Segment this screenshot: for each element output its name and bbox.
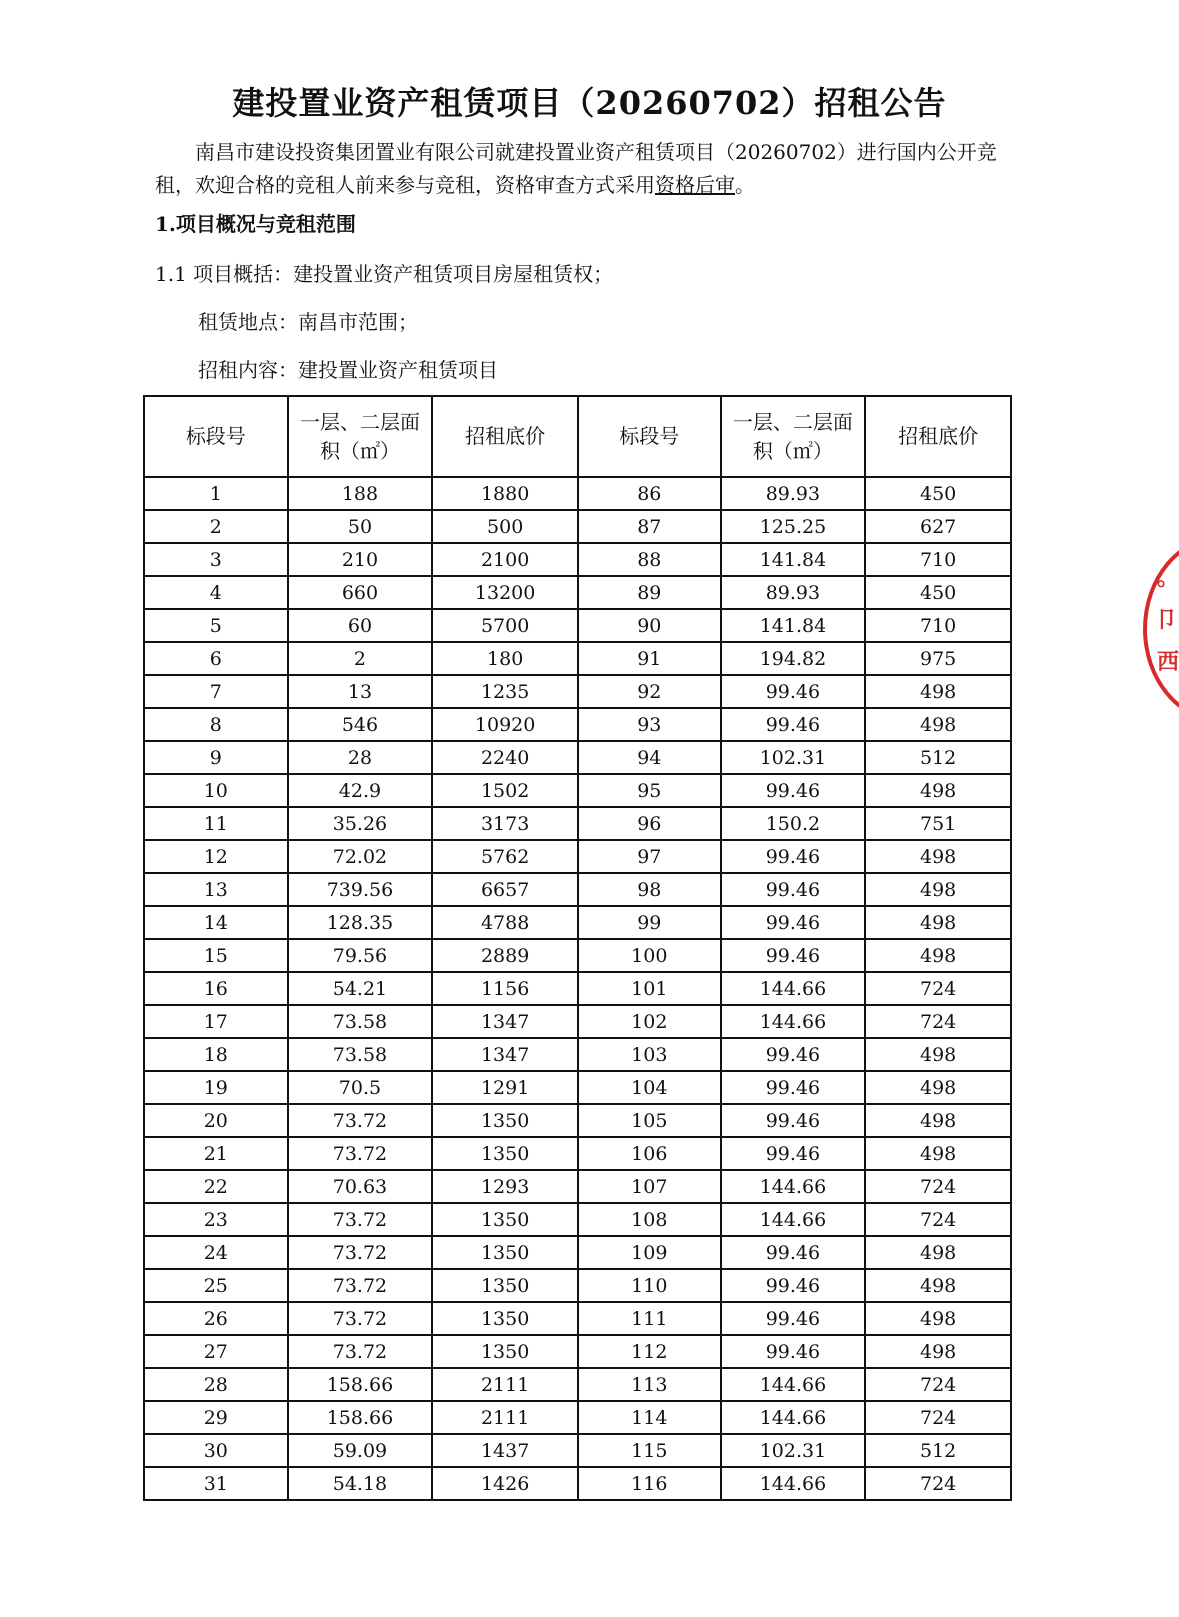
- table-cell: 498: [865, 1137, 1011, 1170]
- table-cell: 13: [144, 873, 288, 906]
- table-cell: 12: [144, 840, 288, 873]
- table-cell: 102.31: [721, 741, 866, 774]
- table-cell: 7: [144, 675, 288, 708]
- table-cell: 739.56: [288, 873, 433, 906]
- table-cell: 141.84: [721, 543, 866, 576]
- table-cell: 498: [865, 1071, 1011, 1104]
- column-header: [288, 396, 433, 477]
- table-cell: 144.66: [721, 1368, 866, 1401]
- table-cell: 6657: [432, 873, 578, 906]
- table-cell: 107: [578, 1170, 721, 1203]
- table-cell: 4: [144, 576, 288, 609]
- table-cell: 101: [578, 972, 721, 1005]
- table-cell: 1502: [432, 774, 578, 807]
- table-cell: 13: [288, 675, 433, 708]
- table-cell: 22: [144, 1170, 288, 1203]
- table-cell: 98: [578, 873, 721, 906]
- table-row: [144, 1335, 1011, 1368]
- table-cell: 97: [578, 840, 721, 873]
- table-row: [144, 741, 1011, 774]
- table-cell: 498: [865, 906, 1011, 939]
- table-cell: 99.46: [721, 708, 866, 741]
- table-cell: 498: [865, 1302, 1011, 1335]
- table-cell: 2111: [432, 1401, 578, 1434]
- table-cell: 144.66: [721, 1170, 866, 1203]
- table-cell: 99.46: [721, 675, 866, 708]
- table-row: [144, 609, 1011, 642]
- table-cell: 99.46: [721, 906, 866, 939]
- table-cell: 99.46: [721, 1071, 866, 1104]
- table-cell: 512: [865, 741, 1011, 774]
- table-row: [144, 576, 1011, 609]
- table-cell: 27: [144, 1335, 288, 1368]
- table-row: [144, 510, 1011, 543]
- seal-glyph: 卩: [1155, 607, 1178, 633]
- table-row: [144, 939, 1011, 972]
- table-cell: 2240: [432, 741, 578, 774]
- table-cell: 150.2: [721, 807, 866, 840]
- table-cell: 1: [144, 477, 288, 510]
- table-cell: 1350: [432, 1104, 578, 1137]
- table-cell: 99.46: [721, 1335, 866, 1368]
- table-cell: 99.46: [721, 774, 866, 807]
- table-cell: 4788: [432, 906, 578, 939]
- table-cell: 141.84: [721, 609, 866, 642]
- bid-section-table: [143, 395, 1012, 1501]
- table-cell: 88: [578, 543, 721, 576]
- table-row: [144, 675, 1011, 708]
- column-header: [865, 396, 1011, 477]
- project-summary: 1.1 项目概括：建投置业资产租赁项目房屋租赁权；: [155, 262, 614, 286]
- table-cell: 112: [578, 1335, 721, 1368]
- table-cell: 128.35: [288, 906, 433, 939]
- table-cell: 99.46: [721, 1302, 866, 1335]
- table-cell: 512: [865, 1434, 1011, 1467]
- table-cell: 5700: [432, 609, 578, 642]
- table-header-row: [144, 396, 1011, 477]
- column-header-line: 标段号: [185, 424, 246, 448]
- column-header-line: 标段号: [619, 424, 680, 448]
- table-row: [144, 1302, 1011, 1335]
- table-cell: 73.72: [288, 1104, 433, 1137]
- table-cell: 54.21: [288, 972, 433, 1005]
- table-row: [144, 642, 1011, 675]
- table-row: [144, 774, 1011, 807]
- table-cell: 144.66: [721, 1467, 866, 1500]
- table-row: [144, 1104, 1011, 1137]
- table-cell: 180: [432, 642, 578, 675]
- table-cell: 99.46: [721, 1104, 866, 1137]
- table-cell: 24: [144, 1236, 288, 1269]
- table-cell: 105: [578, 1104, 721, 1137]
- table-cell: 99.46: [721, 939, 866, 972]
- column-header: [721, 396, 866, 477]
- table-cell: 110: [578, 1269, 721, 1302]
- table-row: [144, 1368, 1011, 1401]
- table-cell: 70.63: [288, 1170, 433, 1203]
- table-cell: 106: [578, 1137, 721, 1170]
- table-cell: 23: [144, 1203, 288, 1236]
- table-cell: 60: [288, 609, 433, 642]
- table-cell: 103: [578, 1038, 721, 1071]
- table-cell: 28: [288, 741, 433, 774]
- table-cell: 21: [144, 1137, 288, 1170]
- table-cell: 73.58: [288, 1005, 433, 1038]
- table-cell: 26: [144, 1302, 288, 1335]
- table-cell: 42.9: [288, 774, 433, 807]
- document-title: 建投置业资产租赁项目（20260702）招租公告: [232, 84, 947, 122]
- seal-glyph: 西: [1157, 649, 1179, 675]
- table-cell: 111: [578, 1302, 721, 1335]
- table-cell: 109: [578, 1236, 721, 1269]
- table-cell: 89.93: [721, 477, 866, 510]
- intro-paragraph: [155, 136, 1015, 202]
- column-header-line: 招租底价: [465, 424, 546, 448]
- table-cell: 498: [865, 774, 1011, 807]
- lease-content: 招租内容：建投置业资产租赁项目: [198, 358, 498, 382]
- table-row: [144, 1401, 1011, 1434]
- table-cell: 35.26: [288, 807, 433, 840]
- table-cell: 91: [578, 642, 721, 675]
- table-cell: 89: [578, 576, 721, 609]
- column-header-line: 积（㎡）: [752, 438, 833, 463]
- table-cell: 99.46: [721, 873, 866, 906]
- column-header-line: 一层、二层面: [299, 409, 420, 434]
- table-cell: 498: [865, 939, 1011, 972]
- table-cell: 144.66: [721, 1401, 866, 1434]
- table-cell: 116: [578, 1467, 721, 1500]
- table-cell: 498: [865, 1236, 1011, 1269]
- table-row: [144, 1005, 1011, 1038]
- table-row: [144, 1071, 1011, 1104]
- table-cell: 54.18: [288, 1467, 433, 1500]
- table-cell: 194.82: [721, 642, 866, 675]
- table-cell: 1350: [432, 1269, 578, 1302]
- column-header: [144, 396, 288, 477]
- table-row: [144, 1038, 1011, 1071]
- table-cell: 29: [144, 1401, 288, 1434]
- table-cell: 73.72: [288, 1137, 433, 1170]
- table-cell: 627: [865, 510, 1011, 543]
- company-seal: [1143, 535, 1179, 723]
- table-cell: 975: [865, 642, 1011, 675]
- table-cell: 1350: [432, 1137, 578, 1170]
- table-cell: 10: [144, 774, 288, 807]
- table-cell: 99.46: [721, 1269, 866, 1302]
- table-cell: 93: [578, 708, 721, 741]
- table-cell: 158.66: [288, 1401, 433, 1434]
- table-row: [144, 708, 1011, 741]
- table-cell: 1350: [432, 1302, 578, 1335]
- table-cell: 96: [578, 807, 721, 840]
- table-cell: 8: [144, 708, 288, 741]
- table-cell: 99.46: [721, 1137, 866, 1170]
- column-header: [432, 396, 578, 477]
- intro-end: 。: [735, 173, 755, 197]
- table-cell: 11: [144, 807, 288, 840]
- table-cell: 99.46: [721, 1038, 866, 1071]
- table-cell: 95: [578, 774, 721, 807]
- table-cell: 125.25: [721, 510, 866, 543]
- table-cell: 724: [865, 1005, 1011, 1038]
- table-cell: 188: [288, 477, 433, 510]
- table-cell: 498: [865, 708, 1011, 741]
- table-row: [144, 840, 1011, 873]
- table-cell: 710: [865, 609, 1011, 642]
- table-cell: 498: [865, 1104, 1011, 1137]
- table-cell: 86: [578, 477, 721, 510]
- table-cell: 2100: [432, 543, 578, 576]
- table-cell: 724: [865, 1401, 1011, 1434]
- table-cell: 87: [578, 510, 721, 543]
- table-cell: 2: [288, 642, 433, 675]
- column-header-line: 积（㎡）: [319, 438, 400, 463]
- table-cell: 498: [865, 1038, 1011, 1071]
- table-cell: 144.66: [721, 972, 866, 1005]
- table-row: [144, 1137, 1011, 1170]
- table-cell: 1291: [432, 1071, 578, 1104]
- section-heading: 1.项目概况与竞租范围: [155, 212, 356, 236]
- table-cell: 30: [144, 1434, 288, 1467]
- table-cell: 73.72: [288, 1269, 433, 1302]
- table-cell: 498: [865, 1335, 1011, 1368]
- table-cell: 102: [578, 1005, 721, 1038]
- table-cell: 498: [865, 873, 1011, 906]
- table-cell: 450: [865, 576, 1011, 609]
- table-cell: 16: [144, 972, 288, 1005]
- table-cell: 1426: [432, 1467, 578, 1500]
- table-cell: 114: [578, 1401, 721, 1434]
- table-row: [144, 543, 1011, 576]
- table-cell: 2889: [432, 939, 578, 972]
- table-row: [144, 1236, 1011, 1269]
- table-row: [144, 1203, 1011, 1236]
- table-cell: 6: [144, 642, 288, 675]
- table-cell: 73.72: [288, 1236, 433, 1269]
- table-cell: 72.02: [288, 840, 433, 873]
- table-cell: 100: [578, 939, 721, 972]
- table-cell: 20: [144, 1104, 288, 1137]
- table-row: [144, 873, 1011, 906]
- table-cell: 450: [865, 477, 1011, 510]
- table-cell: 724: [865, 1203, 1011, 1236]
- table-cell: 1347: [432, 1005, 578, 1038]
- table-cell: 15: [144, 939, 288, 972]
- table-cell: 1350: [432, 1203, 578, 1236]
- table-cell: 99: [578, 906, 721, 939]
- table-cell: 5: [144, 609, 288, 642]
- table-row: [144, 477, 1011, 510]
- table-cell: 1156: [432, 972, 578, 1005]
- table-cell: 99.46: [721, 840, 866, 873]
- table-cell: 144.66: [721, 1203, 866, 1236]
- table-cell: 73.72: [288, 1203, 433, 1236]
- table-cell: 1350: [432, 1335, 578, 1368]
- table-cell: 3173: [432, 807, 578, 840]
- table-cell: 144.66: [721, 1005, 866, 1038]
- table-cell: 498: [865, 1269, 1011, 1302]
- table-cell: 724: [865, 972, 1011, 1005]
- table-row: [144, 1434, 1011, 1467]
- table-cell: 1880: [432, 477, 578, 510]
- table-cell: 13200: [432, 576, 578, 609]
- table-cell: 102.31: [721, 1434, 866, 1467]
- table-cell: 546: [288, 708, 433, 741]
- table-cell: 92: [578, 675, 721, 708]
- table-cell: 104: [578, 1071, 721, 1104]
- table-cell: 2: [144, 510, 288, 543]
- table-cell: 25: [144, 1269, 288, 1302]
- table-cell: 31: [144, 1467, 288, 1500]
- table-cell: 3: [144, 543, 288, 576]
- qualification-review-method: 资格后审: [655, 173, 735, 197]
- table-cell: 210: [288, 543, 433, 576]
- table-cell: 19: [144, 1071, 288, 1104]
- table-cell: 99.46: [721, 1236, 866, 1269]
- table-cell: 1350: [432, 1236, 578, 1269]
- table-cell: 10920: [432, 708, 578, 741]
- table-row: [144, 1269, 1011, 1302]
- table-cell: 90: [578, 609, 721, 642]
- table-cell: 724: [865, 1170, 1011, 1203]
- seal-glyph: 。: [1157, 565, 1179, 591]
- table-cell: 94: [578, 741, 721, 774]
- column-header-line: 一层、二层面: [732, 409, 853, 434]
- table-cell: 1347: [432, 1038, 578, 1071]
- table-row: [144, 807, 1011, 840]
- table-cell: 70.5: [288, 1071, 433, 1104]
- table-cell: 5762: [432, 840, 578, 873]
- table-cell: 498: [865, 840, 1011, 873]
- table-cell: 724: [865, 1467, 1011, 1500]
- column-header: [578, 396, 721, 477]
- table-cell: 113: [578, 1368, 721, 1401]
- table-cell: 1437: [432, 1434, 578, 1467]
- table-cell: 73.72: [288, 1335, 433, 1368]
- table-cell: 1293: [432, 1170, 578, 1203]
- table-cell: 28: [144, 1368, 288, 1401]
- table-body: [144, 477, 1011, 1500]
- table-cell: 115: [578, 1434, 721, 1467]
- table-cell: 751: [865, 807, 1011, 840]
- table-cell: 89.93: [721, 576, 866, 609]
- table-row: [144, 1170, 1011, 1203]
- table-row: [144, 1467, 1011, 1500]
- table-cell: 724: [865, 1368, 1011, 1401]
- intro-text: 南昌市建设投资集团置业有限公司就建投置业资产租赁项目（20260702）进行国内公开竞租，欢迎合格的竞租人前来参与竞租，资格审查方式采用: [155, 140, 997, 197]
- table-cell: 14: [144, 906, 288, 939]
- table-cell: 2111: [432, 1368, 578, 1401]
- table-cell: 1235: [432, 675, 578, 708]
- table-cell: 17: [144, 1005, 288, 1038]
- table-cell: 158.66: [288, 1368, 433, 1401]
- table-cell: 73.72: [288, 1302, 433, 1335]
- table-cell: 50: [288, 510, 433, 543]
- table-cell: 79.56: [288, 939, 433, 972]
- table-cell: 660: [288, 576, 433, 609]
- lease-location: 租赁地点：南昌市范围；: [198, 310, 418, 334]
- table-cell: 710: [865, 543, 1011, 576]
- column-header-line: 招租底价: [898, 424, 979, 448]
- table-row: [144, 906, 1011, 939]
- table-cell: 73.58: [288, 1038, 433, 1071]
- table-row: [144, 972, 1011, 1005]
- table-cell: 108: [578, 1203, 721, 1236]
- table-cell: 59.09: [288, 1434, 433, 1467]
- table-cell: 498: [865, 675, 1011, 708]
- table-cell: 18: [144, 1038, 288, 1071]
- table-cell: 9: [144, 741, 288, 774]
- table-cell: 500: [432, 510, 578, 543]
